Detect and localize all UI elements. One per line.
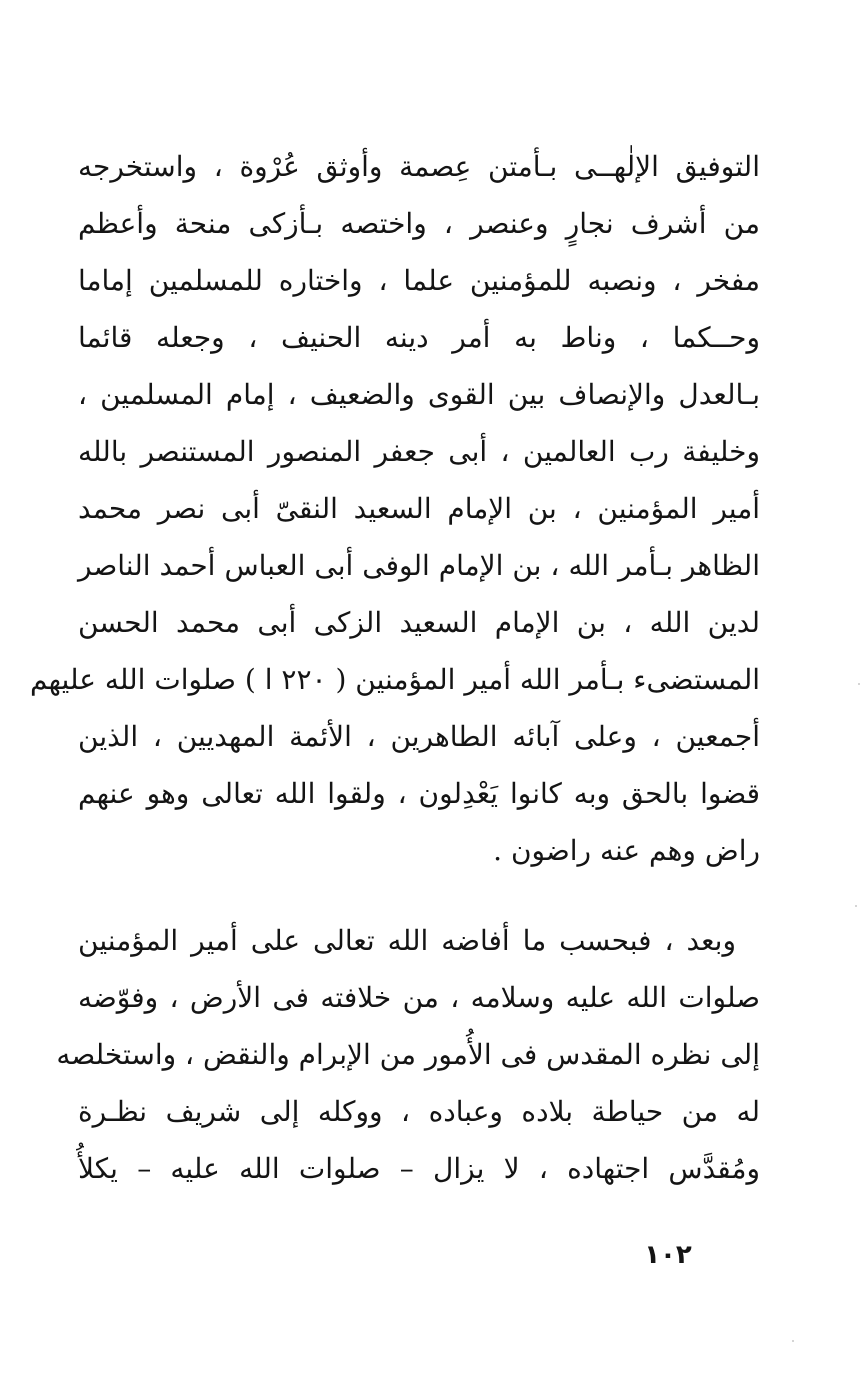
text-line: وخليفة رب العالمين ، أبى جعفر المنصور المستنصر بالله xyxy=(78,435,760,468)
text-line: صلوات الله عليه وسلامه ، من خلافته فى الأرض ، وفوّضه xyxy=(78,981,760,1014)
text-line: مفخر ، ونصبه للمؤمنين علما ، واختاره للمسلمين إماما xyxy=(78,264,760,297)
text-line: ومُقدَّس اجتهاده ، لا يزال – صلوات الله عليه – يكلأُ xyxy=(78,1152,760,1185)
text-line: أجمعين ، وعلى آبائه الطاهرين ، الأئمة المهديين ، الذين xyxy=(78,720,760,753)
text-line: التوفيق الإلٰهــى بـأمتن عِصمة وأوثق عُرْوة ، واستخرجه xyxy=(78,150,760,183)
text-line: قضوا بالحق وبه كانوا يَعْدِلون ، ولقوا الله تعالى وهو عنهم xyxy=(78,777,760,810)
scan-speck xyxy=(855,905,857,907)
text-line: الظاهر بـأمر الله ، بن الإمام الوفى أبى العباس أحمد الناصر xyxy=(78,549,760,582)
text-line: له من حياطة بلاده وعباده ، ووكله إلى شريف نظـرة xyxy=(78,1095,760,1128)
paragraph-1 xyxy=(30,138,760,879)
text-line: راض وهم عنه راضون . xyxy=(493,834,760,867)
text-line: وبعد ، فبحسب ما أفاضه الله تعالى على أمير المؤمنين xyxy=(78,924,736,957)
text-line: المستضىء بـأمر الله أمير المؤمنين ( ٢٢٠ ا ) صلوات الله عليهم xyxy=(30,663,760,696)
scan-speck xyxy=(858,683,860,685)
text-line: بـالعدل والإنصاف بين القوى والضعيف ، إمام المسلمين ، xyxy=(78,378,760,411)
text-line: لدين الله ، بن الإمام السعيد الزكى أبى محمد الحسن xyxy=(78,606,760,639)
text-line: أمير المؤمنين ، بن الإمام السعيد النقىّ أبى نصر محمد xyxy=(78,492,760,525)
scan-speck xyxy=(792,1340,794,1342)
text-line: إلى نظره المقدس فى الأُمور من الإبرام والنقض ، واستخلصه xyxy=(56,1038,760,1071)
text-line: وحــكما ، وناط به أمر دينه الحنيف ، وجعله قائما xyxy=(78,321,760,354)
page-number: ١٠٢ xyxy=(644,1240,692,1270)
paragraph-2 xyxy=(56,912,760,1197)
text-line: من أشرف نجارٍ وعنصر ، واختصه بـأزكى منحة وأعظم xyxy=(78,207,760,240)
